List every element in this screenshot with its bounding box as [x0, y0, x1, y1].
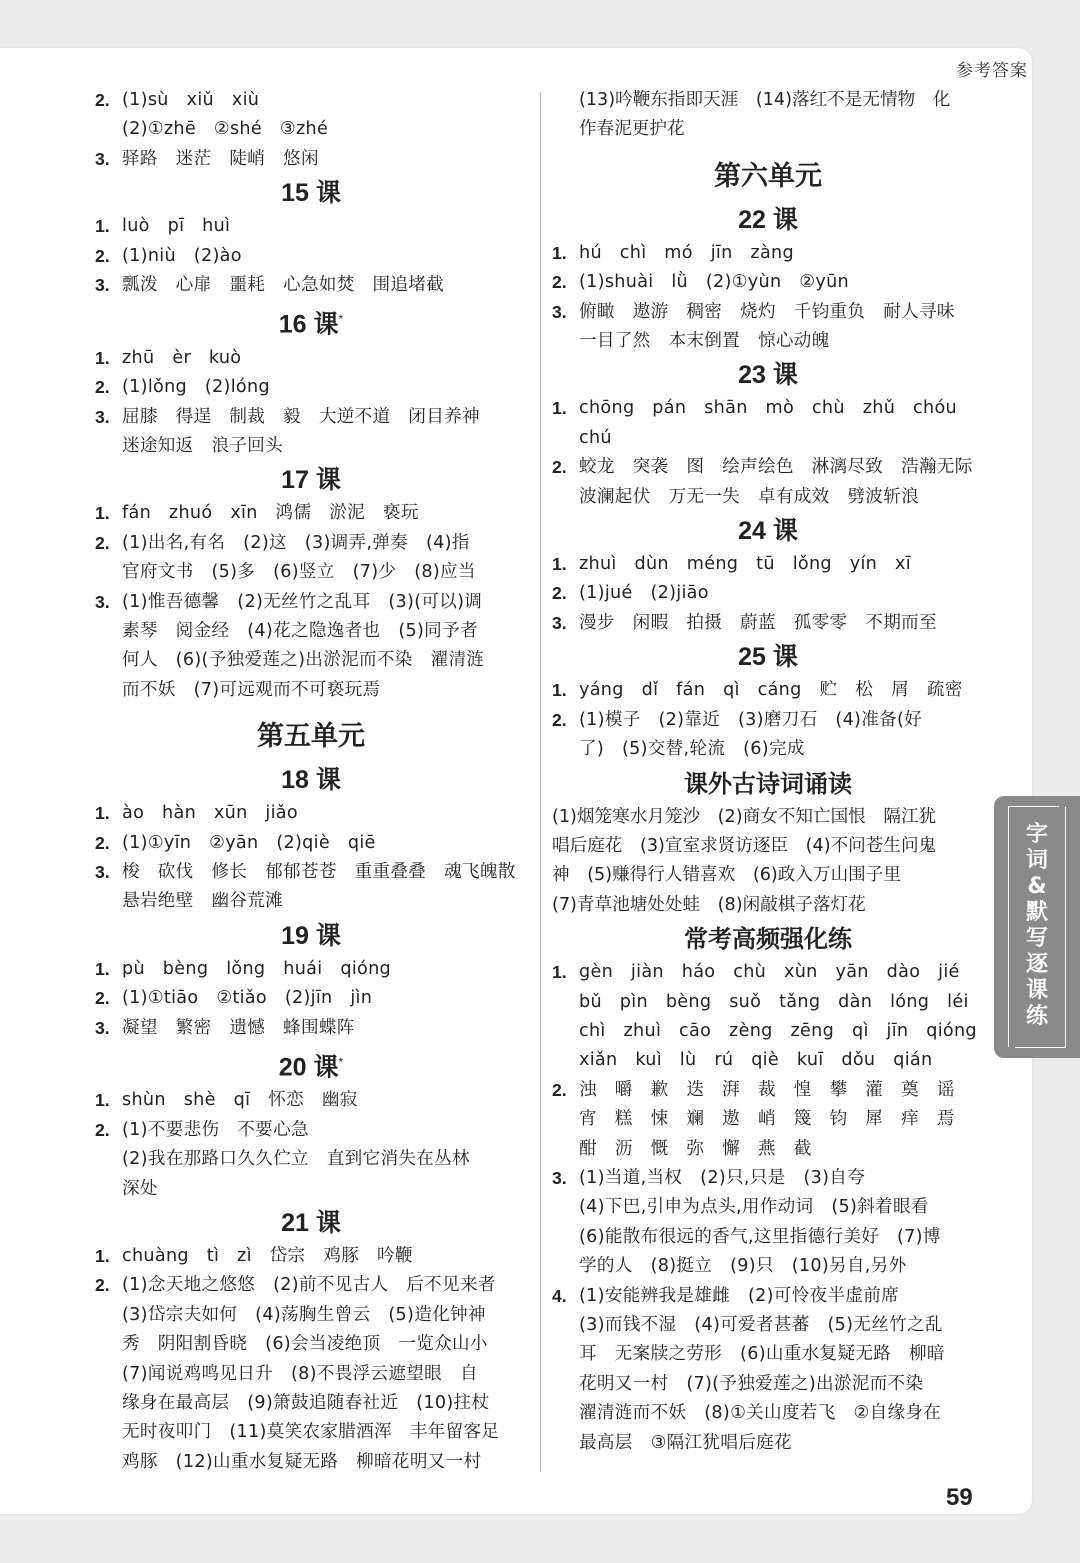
answer-line: (1)模子 (2)靠近 (3)磨刀石 (4)准备(好	[579, 709, 923, 730]
answer-line: chì zhuì cāo zèng zēng qì jīn qióng	[579, 1020, 977, 1041]
item-number: 1.	[95, 1090, 110, 1111]
answer-line: xiǎn kuì lù rú qiè kuī dǒu qián	[579, 1050, 933, 1071]
lesson-title: 18 课	[281, 766, 341, 795]
item-number: 2.	[95, 1275, 110, 1296]
answer-line: 蛟龙 突袭 图 绘声绘色 淋漓尽致 浩瀚无际	[579, 457, 973, 478]
answer-item	[95, 1116, 527, 1204]
answer-line: ào hàn xūn jiǎo	[122, 803, 298, 824]
item-number: 1.	[552, 398, 567, 419]
answer-item	[95, 1271, 527, 1477]
lesson-heading	[95, 763, 527, 797]
answer-line: 濯清涟而不妖 (8)①关山度若飞 ②自缘身在	[579, 1403, 942, 1424]
answer-item	[95, 1014, 527, 1043]
item-body	[579, 550, 984, 579]
item-body	[122, 86, 527, 145]
item-body	[122, 373, 527, 402]
answer-line: (1)①tiāo ②tiǎo (2)jīn jìn	[122, 988, 373, 1009]
answer-line: 瓢泼 心扉 噩耗 心急如焚 围追堵截	[122, 275, 445, 296]
answer-line: 屈膝 得逞 制裁 毅 大逆不道 闭目养神	[122, 406, 480, 427]
item-body	[579, 298, 984, 357]
answer-line: 最高层 ③隔江犹唱后庭花	[579, 1432, 792, 1453]
answer-line: (1)惟吾德馨 (2)无丝竹之乱耳 (3)(可以)调	[122, 591, 483, 612]
tab-char: 课	[1025, 978, 1048, 1003]
column-divider	[540, 92, 541, 1472]
item-number: 1.	[95, 216, 110, 237]
item-body	[579, 706, 984, 765]
item-number: 1.	[552, 242, 567, 263]
item-number: 1.	[95, 1246, 110, 1267]
item-body	[579, 268, 984, 297]
page-header: 参考答案	[956, 61, 1028, 81]
answer-item	[552, 676, 984, 705]
tab-char: 逐	[1025, 952, 1048, 977]
answer-item	[95, 858, 527, 917]
item-number: 1.	[552, 680, 567, 701]
answer-line: 素琴 阅金经 (4)花之隐逸者也 (5)同予者	[122, 621, 478, 642]
answer-line: 了) (5)交替,轮流 (6)完成	[579, 739, 805, 760]
lesson-title: 15 课	[281, 179, 341, 208]
item-number: 2.	[552, 272, 567, 293]
answer-item	[552, 579, 984, 608]
answer-line: (3)岱宗夫如何 (4)荡胸生曾云 (5)造化钟神	[122, 1304, 486, 1325]
page-number: 59	[946, 1484, 973, 1511]
answer-item	[95, 242, 527, 271]
item-number: 2.	[552, 583, 567, 604]
item-body	[122, 955, 527, 984]
item-body	[579, 394, 984, 453]
answer-item	[552, 453, 984, 512]
item-body	[579, 453, 984, 512]
item-body	[122, 1271, 527, 1477]
item-number: 3.	[95, 862, 110, 883]
tab-char: 写	[1025, 926, 1048, 951]
answer-line: 花明又一村 (7)(予独爱莲之)出淤泥而不染	[579, 1373, 924, 1394]
answer-item	[95, 1242, 527, 1271]
item-number: 2.	[95, 377, 110, 398]
answer-item	[95, 799, 527, 828]
answer-line: 无时夜叩门 (11)莫笑农家腊酒浑 丰年留客足	[122, 1422, 500, 1443]
answer-line: 耳 无案牍之劳形 (6)山重水复疑无路 柳暗	[579, 1344, 945, 1365]
answer-line: bǔ pìn bèng suǒ tǎng dàn lóng léi	[579, 991, 969, 1012]
lesson-title: 20 课	[278, 1053, 339, 1082]
item-body	[122, 1014, 527, 1043]
answer-line: 俯瞰 遨游 稠密 烧灼 千钧重负 耐人寻味	[579, 301, 955, 322]
answer-line: 凝望 繁密 遗憾 蜂围蝶阵	[122, 1017, 355, 1038]
answer-item	[552, 1076, 984, 1164]
answer-line: 唱后庭花 (3)宣室求贤访逐臣 (4)不问苍生问鬼	[552, 835, 937, 856]
item-body	[122, 588, 527, 706]
answer-item	[552, 1164, 984, 1282]
item-body	[122, 212, 527, 241]
item-body	[122, 799, 527, 828]
lesson-title: 25 课	[738, 643, 798, 672]
answer-line: (1)安能辨我是雄雌 (2)可怜夜半虚前席	[579, 1285, 900, 1306]
lesson-title: 24 课	[738, 517, 798, 546]
item-number: 2.	[95, 245, 110, 266]
lesson-heading	[95, 302, 527, 341]
section-heading: 课外古诗词诵读	[684, 769, 852, 798]
item-number: 2.	[95, 532, 110, 553]
answer-line: luò pī huì	[122, 216, 231, 237]
answer-line: hú chì mó jīn zàng	[579, 242, 794, 263]
answer-line: (1)sù xiǔ xiù	[122, 90, 260, 110]
lesson-title: 23 课	[738, 361, 798, 390]
answer-item	[95, 271, 527, 300]
item-body	[579, 676, 984, 705]
answer-line: 漫步 闲暇 拍摄 蔚蓝 孤零零 不期而至	[579, 612, 937, 633]
answer-item	[552, 268, 984, 297]
answer-line: 驿路 迷茫 陡峭 悠闲	[122, 148, 319, 169]
item-number: 2.	[95, 988, 110, 1009]
section-heading: 常考高频强化练	[684, 925, 852, 954]
unit-heading: 第五单元	[257, 721, 365, 753]
continued-answer	[552, 86, 984, 145]
item-number: 2.	[95, 832, 110, 853]
poem-answers	[552, 803, 984, 921]
answer-item	[95, 829, 527, 858]
answer-line: 悬岩绝壁 幽谷荒滩	[122, 891, 284, 912]
answer-line: 波澜起伏 万无一失 卓有成效 劈波斩浪	[579, 486, 919, 507]
item-body	[122, 858, 527, 917]
item-body	[122, 499, 527, 528]
answer-item	[95, 1086, 527, 1115]
side-tab	[994, 796, 1080, 1058]
item-body	[122, 829, 527, 858]
answer-line: (1)不要悲伤 不要心急	[122, 1119, 309, 1140]
answer-line: fán zhuó xīn 鸿儒 淤泥 亵玩	[122, 503, 419, 524]
answer-line: shùn shè qī 怀恋 幽寂	[122, 1090, 358, 1111]
lesson-star-mark: *	[338, 312, 344, 327]
answer-line: (1)①yīn ②yān (2)qiè qiē	[122, 832, 376, 853]
right-column	[552, 86, 984, 1458]
answer-item	[552, 394, 984, 453]
tab-char: 默	[1025, 900, 1048, 925]
item-number: 2.	[95, 90, 110, 110]
item-body	[122, 1086, 527, 1115]
item-body	[122, 529, 527, 588]
unit-heading: 第六单元	[714, 160, 822, 192]
item-number: 2.	[552, 709, 567, 730]
answer-line: (1)lǒng (2)lóng	[122, 377, 270, 398]
answer-line: chuàng tì zì 岱宗 鸡豚 吟鞭	[122, 1246, 413, 1267]
answer-item	[95, 145, 527, 174]
item-number: 3.	[95, 148, 110, 169]
item-number: 2.	[552, 457, 567, 478]
answer-line: (1)念天地之悠悠 (2)前不见古人 后不见来者	[122, 1275, 496, 1296]
tab-char: 词	[1025, 848, 1048, 873]
item-body	[579, 239, 984, 268]
answer-item	[552, 298, 984, 357]
item-number: 3.	[552, 301, 567, 322]
lesson-title: 17 课	[281, 466, 341, 495]
answer-item	[95, 955, 527, 984]
answer-line: (1)出名,有名 (2)这 (3)调弄,弹奏 (4)指	[122, 532, 470, 553]
lesson-heading	[95, 1206, 527, 1240]
answer-line: (1)shuài lǜ (2)①yùn ②yūn	[579, 272, 849, 293]
answer-line: pù bèng lǒng huái qióng	[122, 958, 391, 979]
item-number: 2.	[95, 1119, 110, 1140]
answer-line: yáng dǐ fán qì cáng 贮 松 屑 疏密	[579, 680, 963, 701]
item-number: 3.	[95, 1017, 110, 1038]
lesson-heading	[95, 1045, 527, 1084]
item-number: 3.	[95, 591, 110, 612]
item-number: 1.	[95, 958, 110, 979]
item-number: 3.	[552, 1167, 567, 1188]
answer-line: zhū èr kuò	[122, 347, 242, 368]
item-number: 2.	[552, 1079, 567, 1100]
lesson-heading	[552, 640, 984, 674]
answer-line: 深处	[122, 1178, 158, 1199]
answer-line: 酣 沥 慨 弥 懈 燕 截	[579, 1138, 812, 1159]
answer-item	[95, 86, 527, 145]
item-number: 3.	[552, 612, 567, 633]
answer-line: 何人 (6)(予独爱莲之)出淤泥而不染 濯清涟	[122, 650, 485, 671]
answer-line: (2)①zhē ②shé ③zhé	[122, 119, 329, 140]
answer-line: 鸡豚 (12)山重水复疑无路 柳暗花明又一村	[122, 1451, 482, 1472]
answer-line: 作春泥更护花	[579, 119, 685, 140]
lesson-title: 16 课	[278, 310, 339, 339]
answer-line: 而不妖 (7)可远观而不可亵玩焉	[122, 679, 381, 700]
answer-item	[552, 239, 984, 268]
answer-line: 学的人 (8)挺立 (9)只 (10)另自,另外	[579, 1256, 907, 1277]
item-body	[579, 1282, 984, 1458]
item-number: 1.	[95, 503, 110, 524]
lesson-heading	[95, 919, 527, 953]
item-number: 1.	[95, 347, 110, 368]
answer-line: 浊 嚼 歉 迭 湃 裁 惶 攀 灌 奠 谣	[579, 1079, 955, 1100]
answer-line: (2)我在那路口久久伫立 直到它消失在丛林	[122, 1149, 470, 1170]
answer-line: (1)niù (2)ào	[122, 245, 242, 266]
answer-line: (1)jué (2)jiāo	[579, 583, 709, 604]
lesson-heading	[552, 514, 984, 548]
item-body	[122, 984, 527, 1013]
item-body	[579, 1164, 984, 1282]
item-number: 4.	[552, 1285, 567, 1306]
item-body	[122, 1116, 527, 1204]
item-number: 1.	[552, 962, 567, 983]
side-tab-label	[994, 822, 1080, 1030]
lesson-title: 22 课	[738, 205, 798, 234]
answer-item	[95, 403, 527, 462]
answer-item	[95, 984, 527, 1013]
answer-item	[95, 588, 527, 706]
answer-item	[95, 344, 527, 373]
answer-line: 宵 糕 悚 斓 遨 峭 篾 钧 犀 痒 焉	[579, 1109, 955, 1130]
answer-line: 梭 砍伐 修长 郁郁苍苍 重重叠叠 魂飞魄散	[122, 862, 516, 883]
lesson-heading	[552, 203, 984, 237]
item-body	[122, 145, 527, 174]
answer-line: zhuì dùn méng tū lǒng yín xī	[579, 554, 911, 575]
item-number: 3.	[95, 406, 110, 427]
answer-line: (7)闻说鸡鸣见日升 (8)不畏浮云遮望眼 自	[122, 1363, 478, 1384]
answer-line: 秀 阴阳割昏晓 (6)会当凌绝顶 一览众山小	[122, 1334, 488, 1355]
item-body	[122, 403, 527, 462]
answer-item	[552, 550, 984, 579]
lesson-title: 19 课	[281, 921, 341, 950]
answer-line: (3)而钱不湿 (4)可爱者甚蕃 (5)无丝竹之乱	[579, 1315, 943, 1335]
item-body	[122, 344, 527, 373]
answer-line: (4)下巴,引申为点头,用作动词 (5)斜着眼看	[579, 1197, 929, 1218]
lesson-title: 21 课	[281, 1209, 341, 1238]
answer-line: 迷途知返 浪子回头	[122, 435, 284, 456]
answer-line: 缘身在最高层 (9)箫鼓追随春社近 (10)拄杖	[122, 1393, 490, 1414]
lesson-heading	[95, 176, 527, 210]
lesson-heading	[552, 358, 984, 392]
answer-line: chōng pán shān mò chù zhǔ chóu chú	[579, 398, 975, 448]
answer-line: (7)青草池塘处处蛙 (8)闲敲棋子落灯花	[552, 894, 866, 915]
answer-item	[95, 212, 527, 241]
item-body	[122, 1242, 527, 1271]
answer-line: (1)烟笼寒水月笼沙 (2)商女不知亡国恨 隔江犹	[552, 806, 937, 827]
tab-char: 练	[1025, 1004, 1048, 1029]
left-column	[95, 86, 527, 1477]
item-body	[122, 271, 527, 300]
item-body	[579, 609, 984, 638]
answer-item	[95, 499, 527, 528]
answer-item	[95, 529, 527, 588]
answer-item	[95, 373, 527, 402]
lesson-star-mark: *	[338, 1055, 344, 1070]
answer-line: 神 (5)赚得行人错喜欢 (6)政入万山围子里	[552, 865, 901, 886]
answer-line: gèn jiàn háo chù xùn yān dào jié	[579, 962, 960, 983]
answer-item	[552, 1282, 984, 1458]
answer-line: 一目了然 本末倒置 惊心动魄	[579, 331, 830, 352]
tab-char: 字	[1025, 822, 1048, 847]
answer-item	[552, 706, 984, 765]
answer-line: (1)当道,当权 (2)只,只是 (3)自夸	[579, 1167, 866, 1188]
item-body	[579, 579, 984, 608]
item-body	[579, 1076, 984, 1164]
answer-item	[552, 609, 984, 638]
lesson-heading	[95, 463, 527, 497]
answer-line: (6)能散布很远的香气,这里指德行美好 (7)博	[579, 1226, 941, 1247]
item-number: 1.	[95, 803, 110, 824]
answer-item	[552, 958, 984, 1076]
item-body	[122, 242, 527, 271]
answer-line: (13)吟鞭东指即天涯 (14)落红不是无情物 化	[579, 90, 951, 110]
item-body	[579, 958, 984, 1076]
answer-line: 官府文书 (5)多 (6)竖立 (7)少 (8)应当	[122, 562, 476, 583]
item-number: 1.	[552, 554, 567, 575]
item-number: 3.	[95, 275, 110, 296]
tab-char: &	[1027, 874, 1047, 899]
